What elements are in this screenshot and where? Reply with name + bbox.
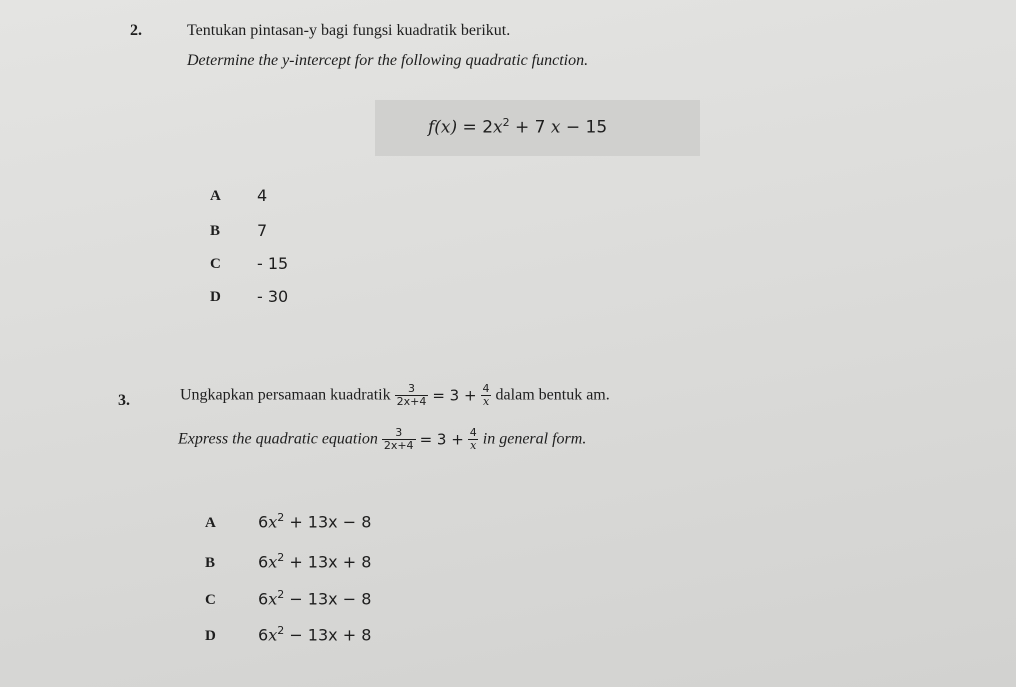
var-x: x	[493, 117, 503, 138]
option-value: - 15	[257, 254, 289, 273]
var: x	[268, 512, 278, 532]
option-value	[258, 588, 371, 608]
option-value: - 30	[257, 287, 289, 306]
option-value: 4	[257, 186, 268, 205]
option-value	[258, 551, 371, 571]
exponent: 2	[277, 551, 285, 564]
option-d[interactable]	[210, 287, 289, 306]
fraction-2	[468, 427, 479, 452]
equation-middle: = 3 +	[432, 386, 477, 405]
coef: 6	[258, 512, 269, 532]
function-lhs: f(x) =	[428, 117, 477, 138]
fraction-numerator: 3	[407, 382, 415, 395]
option-d[interactable]	[205, 624, 372, 645]
question-2-number: 2.	[130, 22, 142, 39]
question-2-text-english: Determine the y-intercept for the following quadratic function.	[187, 52, 589, 69]
var: x	[268, 589, 278, 609]
text-after: in general form.	[482, 430, 587, 448]
fraction-numerator: 3	[395, 426, 403, 439]
rest: + 13x + 8	[289, 552, 372, 572]
question-3-text-english	[178, 427, 586, 452]
exponent: 2	[277, 511, 285, 524]
option-letter: C	[210, 256, 221, 272]
option-c[interactable]	[205, 588, 372, 609]
exponent: 2	[277, 624, 285, 637]
var: x	[268, 552, 278, 572]
fraction-denominator: 2x+4	[383, 439, 414, 453]
coef-a: 2	[482, 117, 494, 138]
fraction-1	[395, 383, 429, 408]
quadratic-function	[428, 116, 607, 138]
option-a[interactable]	[205, 511, 372, 532]
option-c[interactable]	[210, 254, 289, 273]
fraction-denominator: x	[470, 439, 477, 453]
fraction-numerator: 4	[469, 426, 477, 439]
option-letter: A	[205, 515, 216, 531]
coef: 6	[258, 552, 269, 572]
exponent: 2	[277, 588, 285, 601]
rest: − 13x + 8	[289, 625, 372, 645]
question-3-number: 3.	[118, 392, 130, 409]
text-before: Express the quadratic equation	[178, 430, 378, 448]
linear-term: + 7	[515, 117, 546, 138]
var: x	[268, 625, 278, 645]
option-letter: B	[205, 555, 216, 571]
option-letter: D	[205, 628, 216, 644]
option-letter: D	[210, 289, 221, 305]
exponent: 2	[502, 116, 510, 129]
option-letter: A	[210, 188, 221, 204]
option-value	[258, 511, 371, 531]
option-letter: C	[205, 592, 216, 608]
option-b[interactable]	[210, 221, 268, 240]
coef: 6	[258, 589, 269, 609]
text-before: Ungkapkan persamaan kuadratik	[180, 386, 391, 404]
option-value: 7	[257, 221, 268, 240]
question-3-text-malay	[180, 383, 610, 408]
coef: 6	[258, 625, 269, 645]
equation-middle: = 3 +	[419, 430, 464, 449]
fraction-denominator: 2x+4	[396, 395, 427, 409]
option-letter: B	[210, 223, 221, 239]
option-value	[258, 624, 371, 644]
constant-term: − 15	[565, 117, 608, 138]
option-b[interactable]	[205, 551, 372, 572]
var-x2: x	[550, 117, 561, 138]
option-a[interactable]	[210, 186, 268, 205]
fraction-1	[382, 427, 416, 452]
text-after: dalam bentuk am.	[495, 386, 610, 404]
fraction-denominator: x	[482, 395, 490, 409]
fraction-numerator: 4	[482, 382, 490, 395]
rest: + 13x − 8	[289, 512, 372, 532]
fraction-2	[481, 383, 492, 408]
rest: − 13x − 8	[289, 589, 372, 609]
question-2-text-malay: Tentukan pintasan-y bagi fungsi kuadratik berikut.	[187, 22, 511, 39]
